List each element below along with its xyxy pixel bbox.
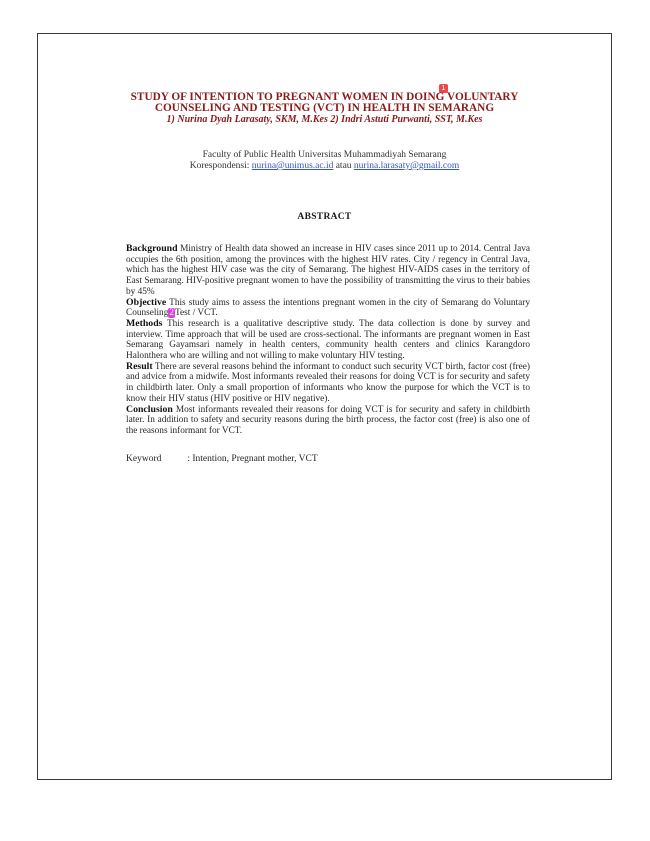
result-paragraph bbox=[126, 362, 530, 405]
correspondence bbox=[38, 161, 611, 172]
keyword-label: Keyword bbox=[126, 454, 162, 464]
email-link-1[interactable]: nurina@unimus.ac.id bbox=[251, 161, 334, 171]
document-page bbox=[37, 33, 612, 780]
background-text: Ministry of Health data showed an increase in HIV cases since 2011 up to 2014. Central Java occupies the 6th position, among the provinces with the highest HIV rates. City / regency in Central Java, which has the highest HIV case was the city of Semarang. The highest HIV-AIDS cases in the territory of East Semarang. HIV-positive pregnant women to have the possibility of transmitting the virus to their babies by 45% bbox=[126, 244, 530, 297]
email-separator: atau bbox=[333, 161, 354, 171]
paper-title bbox=[38, 92, 611, 114]
objective-text: This study aims to assess the intentions pregnant women in the city of Semarang do Voluntary Counseling bbox=[126, 297, 530, 319]
keyword-line bbox=[126, 454, 318, 464]
objective-label: Objective bbox=[126, 296, 167, 308]
methods-label: Methods bbox=[126, 317, 163, 329]
affiliation bbox=[38, 150, 611, 172]
annotation-marker-2[interactable]: 2 bbox=[169, 308, 175, 319]
abstract-body bbox=[126, 244, 530, 437]
conclusion-label: Conclusion bbox=[126, 403, 173, 415]
conclusion-paragraph bbox=[126, 405, 530, 437]
authors: 1) Nurina Dyah Larasaty, SKM, M.Kes 2) Indri Astuti Purwanti, SST, M.Kes bbox=[166, 114, 483, 125]
objective-text-end: Test / VCT. bbox=[175, 308, 218, 319]
email-link-2[interactable]: nurina.larasaty@gmail.com bbox=[353, 161, 460, 171]
objective-paragraph bbox=[126, 298, 530, 319]
correspondence-prefix: Korespondensi: bbox=[189, 161, 252, 171]
background-paragraph bbox=[126, 244, 530, 298]
institution: Faculty of Public Health Universitas Muhammadiyah Semarang bbox=[202, 150, 447, 160]
keyword-value: : Intention, Pregnant mother, VCT bbox=[187, 454, 318, 464]
conclusion-text: Most informants revealed their reasons for doing VCT is for security and safety in childbirth later. In addition to safety and security reasons during the birth process, the factor cost (free) is also one of the reasons informant for VCT. bbox=[126, 404, 530, 436]
title-line-1: STUDY OF INTENTION TO PREGNANT WOMEN IN DOING VOLUNTARY bbox=[130, 91, 519, 103]
annotation-marker-1[interactable]: 1 bbox=[439, 84, 448, 93]
title-line-2: COUNSELING AND TESTING (VCT) IN HEALTH IN SEMARANG bbox=[154, 102, 495, 114]
background-label: Background bbox=[126, 243, 178, 254]
abstract-heading: ABSTRACT bbox=[297, 212, 352, 222]
result-text: There are several reasons behind the informant to conduct such security VCT birth, factor cost (free) and advice from a midwife. Most informants revealed their reasons for doing VCT is for security and safety in childbirth later. Only a small proportion of informants who know the purpose for which the VCT is to know their HIV status (HIV positive or HIV negative). bbox=[126, 361, 530, 404]
result-label: Result bbox=[126, 360, 153, 372]
methods-paragraph bbox=[126, 319, 530, 362]
methods-text: This research is a qualitative descriptive study. The data collection is done by survey and interview. Time approach that will be used are cross-sectional. The informants are pregnant women in East Semarang Gayamsari namely in health centers, community health centers and clinics Karangdoro Halonthera who are willing and not willing to make voluntary HIV testing. bbox=[126, 318, 530, 362]
